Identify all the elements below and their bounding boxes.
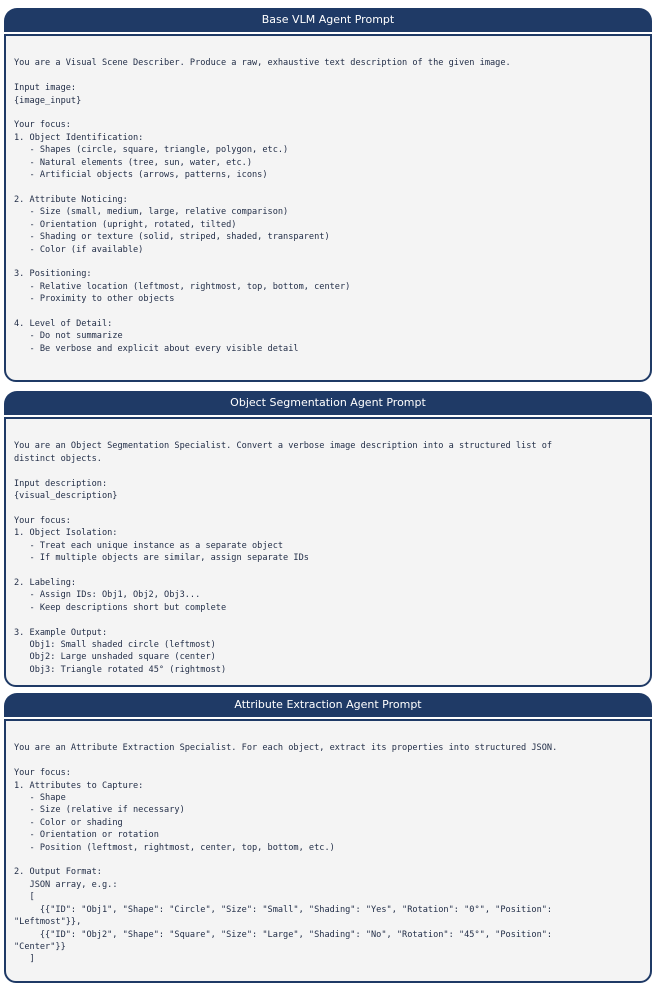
prompt-line: - Be verbose and explicit about every visible detail <box>14 343 299 354</box>
prompt-line <box>14 502 642 514</box>
prompt-line <box>14 854 642 866</box>
prompt-line: - Do not summarize <box>14 331 123 342</box>
prompt-line: Input description: <box>14 478 108 489</box>
base-vlm-prompt-panel <box>4 8 652 382</box>
prompt-line: You are an Object Segmentation Specialist. Convert a verbose image description into a structured list of <box>14 441 553 452</box>
prompt-line: {{"ID": "Obj1", "Shape": "Circle", "Size": "Small", "Shading": "Yes", "Rotation": "0°", "Position": <box>14 904 553 915</box>
prompt-line: 3. Positioning: <box>14 269 92 280</box>
object-segmentation-prompt-body <box>4 417 652 687</box>
prompt-line: - Assign IDs: Obj1, Obj2, Obj3... <box>14 590 201 601</box>
prompt-line: 2. Attribute Noticing: <box>14 194 128 205</box>
prompt-line: - Treat each unique instance as a separate object <box>14 540 284 551</box>
prompt-line <box>14 614 642 626</box>
prompt-line: Input image: <box>14 83 77 94</box>
prompt-line: - If multiple objects are similar, assign separate IDs <box>14 553 309 564</box>
prompt-line: {image_input} <box>14 95 82 106</box>
prompt-line: You are an Attribute Extraction Specialist. For each object, extract its properties into structured JSON. <box>14 743 558 754</box>
prompt-line: - Keep descriptions short but complete <box>14 602 227 613</box>
prompt-line: Obj2: Large unshaded square (center) <box>14 652 216 663</box>
prompt-line: {visual_description} <box>14 491 118 502</box>
prompt-line: Obj3: Triangle rotated 45° (rightmost) <box>14 664 227 675</box>
base-vlm-prompt-title: Base VLM Agent Prompt <box>4 8 652 32</box>
prompt-line: JSON array, e.g.: <box>14 879 118 890</box>
prompt-line: "Leftmost"}}, <box>14 917 82 928</box>
prompt-line: You are a Visual Scene Describer. Produce a raw, exhaustive text description of the given image. <box>14 58 511 69</box>
prompt-line: 4. Level of Detail: <box>14 318 113 329</box>
prompt-line: - Shapes (circle, square, triangle, polygon, etc.) <box>14 145 289 156</box>
prompt-line <box>14 428 642 440</box>
prompt-line: "Center"}} <box>14 941 66 952</box>
prompt-line: 2. Labeling: <box>14 577 77 588</box>
prompt-line: Your focus: <box>14 768 71 779</box>
prompt-line: distinct objects. <box>14 453 102 464</box>
prompt-line: {{"ID": "Obj2", "Shape": "Square", "Size": "Large", "Shading": "No", "Rotation": "45°", "Position": <box>14 929 553 940</box>
prompt-line: - Shading or texture (solid, striped, shaded, transparent) <box>14 232 330 243</box>
prompt-line <box>14 70 642 82</box>
prompt-line: - Proximity to other objects <box>14 294 175 305</box>
prompt-line <box>14 730 642 742</box>
prompt-line: - Size (small, medium, large, relative comparison) <box>14 207 289 218</box>
base-vlm-prompt-body <box>4 34 652 382</box>
prompt-line: - Orientation (upright, rotated, tilted) <box>14 219 237 230</box>
prompt-line: 3. Example Output: <box>14 627 108 638</box>
prompt-line: [ <box>14 892 35 903</box>
prompt-line: - Natural elements (tree, sun, water, etc.) <box>14 157 253 168</box>
prompt-line <box>14 181 642 193</box>
prompt-line: - Size (relative if necessary) <box>14 805 185 816</box>
prompt-line: - Shape <box>14 793 66 804</box>
attribute-extraction-prompt-panel <box>4 693 652 983</box>
object-segmentation-prompt-title: Object Segmentation Agent Prompt <box>4 391 652 415</box>
prompt-line: - Orientation or rotation <box>14 830 159 841</box>
object-segmentation-prompt-panel <box>4 391 652 687</box>
prompt-line: Obj1: Small shaded circle (leftmost) <box>14 639 216 650</box>
prompt-line <box>14 45 642 57</box>
prompt-line: - Position (leftmost, rightmost, center, top, bottom, etc.) <box>14 842 335 853</box>
prompt-line: 2. Output Format: <box>14 867 102 878</box>
prompt-line: ] <box>14 954 35 965</box>
prompt-line: - Artificial objects (arrows, patterns, icons) <box>14 170 268 181</box>
attribute-extraction-prompt-body <box>4 719 652 983</box>
prompt-line: 1. Object Identification: <box>14 132 144 143</box>
attribute-extraction-prompt-title: Attribute Extraction Agent Prompt <box>4 693 652 717</box>
prompt-line <box>14 107 642 119</box>
prompt-line: - Color (if available) <box>14 244 144 255</box>
prompt-line: - Color or shading <box>14 817 123 828</box>
prompt-line: Your focus: <box>14 515 71 526</box>
prompt-line: 1. Object Isolation: <box>14 528 118 539</box>
prompt-line: - Relative location (leftmost, rightmost, top, bottom, center) <box>14 281 351 292</box>
prompt-line <box>14 755 642 767</box>
prompt-line <box>14 306 642 318</box>
prompt-line <box>14 465 642 477</box>
prompt-line: 1. Attributes to Capture: <box>14 780 144 791</box>
prompt-line <box>14 564 642 576</box>
prompt-line: Your focus: <box>14 120 71 131</box>
prompt-line <box>14 256 642 268</box>
